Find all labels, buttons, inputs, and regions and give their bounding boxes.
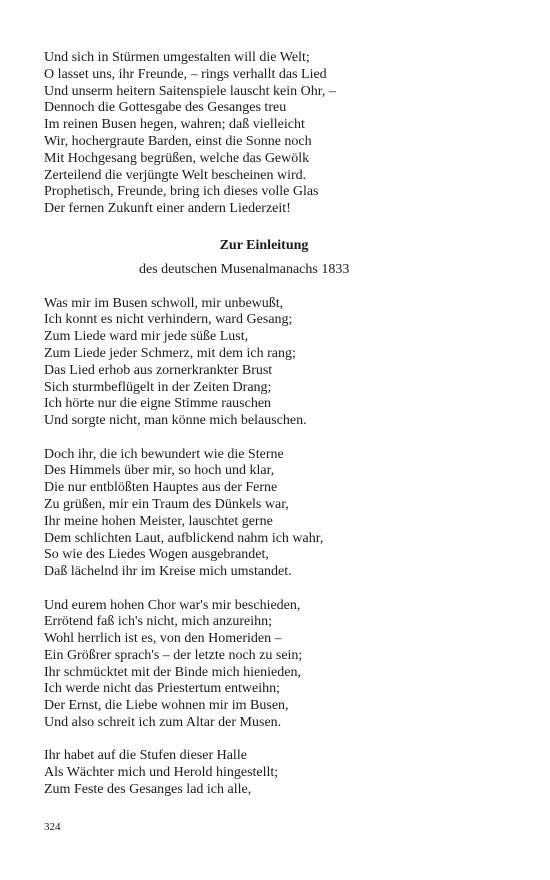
verse-line: Ich werde nicht das Priestertum entweihn; bbox=[44, 681, 280, 697]
verse-line: Zu grüßen, mir ein Traum des Dünkels war, bbox=[44, 496, 289, 512]
stanza-gap bbox=[44, 218, 514, 238]
verse-line: Im reinen Busen hegen, wahren; daß vielleicht bbox=[44, 117, 305, 133]
poem-page bbox=[44, 50, 514, 799]
verse-line: Errötend faß ich's nicht, mich anzureihn; bbox=[44, 614, 272, 630]
verse-line: Dennoch die Gottesgabe des Gesanges treu bbox=[44, 100, 287, 116]
verse-line: Und sich in Stürmen umgestalten will die Welt; bbox=[44, 50, 310, 65]
stanza bbox=[44, 598, 514, 732]
verse-line: Ihr schmücktet mit der Binde mich hienieden, bbox=[44, 664, 301, 680]
verse-line: Daß lächelnd ihr im Kreise mich umstandet. bbox=[44, 564, 292, 580]
verse-line: Des Himmels über mir, so hoch und klar, bbox=[44, 463, 275, 479]
verse-line: Dem schlichten Laut, aufblickend nahm ich wahr, bbox=[44, 530, 324, 546]
verse-line: So wie des Liedes Wogen ausgebrandet, bbox=[44, 547, 269, 563]
page-number: 324 bbox=[44, 821, 61, 833]
stanza bbox=[44, 296, 514, 430]
verse-line: Die nur entblößten Hauptes aus der Ferne bbox=[44, 480, 278, 496]
verse-line: Sich sturmbeflügelt in der Zeiten Drang; bbox=[44, 379, 272, 395]
verse-line: Zum Feste des Gesanges lad ich alle, bbox=[44, 782, 252, 798]
verse-line: Als Wächter mich und Herold hingestellt; bbox=[44, 765, 279, 781]
verse-line: Wohl herrlich ist es, von den Homeriden – bbox=[44, 631, 282, 647]
verse-line: Wir, hochergraute Barden, einst die Sonne noch bbox=[44, 133, 312, 149]
verse-line: Und also schreit ich zum Altar der Musen. bbox=[44, 715, 282, 731]
verse-line: Ein Größrer sprach's – der letzte noch zu sein; bbox=[44, 647, 303, 663]
verse-line: Mit Hochgesang begrüßen, welche das Gewölk bbox=[44, 150, 310, 166]
verse-line: Was mir im Busen schwoll, mir unbewußt, bbox=[44, 295, 284, 311]
verse-line: Zum Liede ward mir jede süße Lust, bbox=[44, 329, 249, 345]
poem-body bbox=[44, 296, 514, 799]
stanza-gap bbox=[44, 279, 514, 296]
verse-line: O lasset uns, ihr Freunde, – rings verhallt das Lied bbox=[44, 66, 327, 82]
verse-line: Ich hörte nur die eigne Stimme rauschen bbox=[44, 396, 272, 412]
verse-line: Doch ihr, die ich bewundert wie die Sterne bbox=[44, 446, 284, 462]
verse-line: Und unserm heitern Saitenspiele lauscht kein Ohr, – bbox=[44, 83, 336, 99]
verse-line: Prophetisch, Freunde, bring ich dieses volle Glas bbox=[44, 184, 319, 200]
stanza-gap bbox=[44, 581, 514, 598]
verse-line: Das Lied erhob aus zornerkrankter Brust bbox=[44, 362, 273, 378]
verse-line: Der fernen Zukunft einer andern Liederzeit! bbox=[44, 201, 291, 217]
stanza bbox=[44, 748, 514, 798]
stanza-gap bbox=[44, 430, 514, 447]
opening-stanza bbox=[44, 50, 514, 218]
verse-line: Und sorgte nicht, man könne mich belauschen. bbox=[44, 413, 307, 429]
poem-subtitle: des deutschen Musenalmanachs 1833 bbox=[139, 261, 350, 277]
verse-line: Ich konnt es nicht verhindern, ward Gesang; bbox=[44, 312, 293, 328]
verse-line: Der Ernst, die Liebe wohnen mir im Busen, bbox=[44, 698, 289, 714]
verse-line: Zum Liede jeder Schmerz, mit dem ich rang; bbox=[44, 345, 296, 361]
verse-line: Ihr meine hohen Meister, lauschtet gerne bbox=[44, 513, 273, 529]
verse-line: Und eurem hohen Chor war's mir beschieden, bbox=[44, 597, 301, 613]
poem-title: Zur Einleitung bbox=[219, 237, 309, 253]
stanza bbox=[44, 447, 514, 581]
verse-line: Ihr habet auf die Stufen dieser Halle bbox=[44, 748, 247, 764]
stanza-gap bbox=[44, 732, 514, 749]
verse-line: Zerteilend die verjüngte Welt bescheinen wird. bbox=[44, 167, 307, 183]
